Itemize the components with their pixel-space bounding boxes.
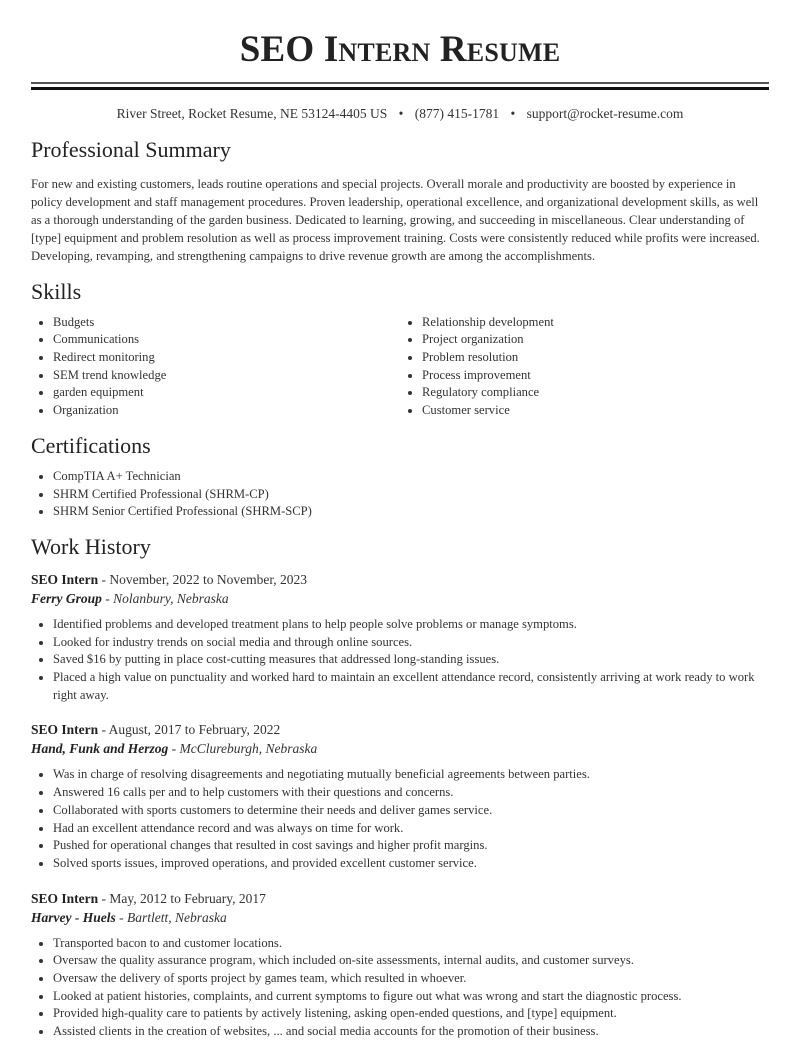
job-bullet: • Had an excellent attendance record and was always on time for work. [53,820,769,838]
certifications-list [31,468,769,521]
job-bullet: • Transported bacon to and customer locations. [53,935,769,953]
contact-email: support@rocket-resume.com [526,106,684,121]
bullet-separator: • [398,106,404,121]
job-title: SEO Intern [31,571,99,587]
job-dates: August, 2017 to February, 2022 [108,722,281,738]
company-line [31,589,769,608]
job-bullet: • Identified problems and developed treatment plans to help people solve problems or manage symptoms. [53,616,769,634]
job-title: SEO Intern [31,722,99,738]
job-dates: November, 2022 to November, 2023 [109,571,308,587]
company-name: Ferry Group [31,590,102,606]
job-title: SEO Intern [31,890,99,906]
job-bullet: • Placed a high value on punctuality and worked hard to maintain an excellent attendance record, consistently arriving at work ready to work right away. [53,669,769,704]
dash: - [98,571,110,587]
divider-line-thin [31,82,769,84]
certification-item: • SHRM Senior Certified Professional (SHRM-SCP) [53,503,769,521]
work-history-section [31,533,769,1041]
divider-line-thick [31,87,769,90]
contact-phone: (877) 415-1781 [414,106,500,121]
skill-item: • Budgets [53,314,400,332]
skill-item: • Organization [53,402,400,420]
skill-item: • Customer service [422,402,769,420]
job-bullet: • Oversaw the delivery of sports project by games team, which resulted in whoever. [53,970,769,988]
job-bullet: • Assisted clients in the creation of websites, ... and social media accounts for the promotion of their business. [53,1023,769,1041]
section-heading: Work History [31,533,151,559]
skill-item: • Relationship development [422,314,769,332]
skill-item: • garden equipment [53,384,400,402]
certification-item: • SHRM Certified Professional (SHRM-CP) [53,486,769,504]
skill-item: • Process improvement [422,367,769,385]
bullet-separator: • [510,106,516,121]
dash: - [98,722,109,738]
company-line [31,908,769,927]
skills-columns [31,314,769,420]
section-heading: Professional Summary [31,137,231,162]
job-title-line [31,889,769,908]
section-heading: Skills [31,278,82,304]
resume-title: SEO Intern Resume [239,29,561,70]
skill-item: • Redirect monitoring [53,349,400,367]
job-bullet: • Solved sports issues, improved operations, and provided excellent customer service. [53,855,769,873]
job-bullet: • Saved $16 by putting in place cost-cutting measures that addressed long-standing issues. [53,651,769,669]
job-bullet: • Provided high-quality care to patients by actively listening, asking open-ended questions, and [type] equipment. [53,1005,769,1023]
skills-section [31,278,769,420]
company-line [31,739,769,758]
certifications-section [31,432,769,521]
skill-item: • SEM trend knowledge [53,367,400,385]
job-bullet: • Looked at patient histories, complaints, and current symptoms to figure out what was wrong and start the diagnostic process. [53,988,769,1006]
certification-item: • CompTIA A+ Technician [53,468,769,486]
job-title-line [31,570,769,589]
job-bullet: • Looked for industry trends on social media and through online sources. [53,634,769,652]
dash: - [98,890,110,906]
skill-item: • Regulatory compliance [422,384,769,402]
job-bullet: • Pushed for operational changes that resulted in cost savings and higher profit margins. [53,837,769,855]
dash: - [115,909,127,925]
job-bullet: • Was in charge of resolving disagreements and negotiating mutually beneficial agreements between parties. [53,766,769,784]
job-location: McClureburgh, Nebraska [179,741,318,757]
job-bullets [31,616,769,705]
job-dates: May, 2012 to February, 2017 [109,890,266,906]
dash: - [168,741,180,757]
dash: - [101,590,114,606]
job-bullet: • Oversaw the quality assurance program, which included on-site assessments, internal audits, and customer surveys. [53,952,769,970]
skills-list-right [400,314,769,420]
job-location: Bartlett, Nebraska [126,909,227,925]
title-divider [31,82,769,90]
skill-item: • Project organization [422,331,769,349]
skills-list-left [31,314,400,420]
job-entry [31,889,769,1041]
company-name: Hand, Funk and Herzog [31,741,169,757]
summary-text: For new and existing customers, leads routine operations and special projects. Overall morale and productivity are boosted by experience in policy development and staff management procedures. Proven leadership, operational excellence, and organizational development skills, as well as a thorough understanding of the garden business. Dedicated to learning, growing, and succeeding in miscellaneous. Clear understanding of [type] equipment and problem resolution as well as process improvement training. Costs were consistently reduced while profits were increased. Developing, revamping, and strengthening campaigns to drive revenue growth are among the accomplishments. [31,177,760,263]
company-name: Harvey - Huels [31,909,116,925]
job-bullets [31,935,769,1041]
job-bullet: • Collaborated with sports customers to determine their needs and deliver games service. [53,802,769,820]
job-location: Nolanbury, Nebraska [113,590,229,606]
job-entry [31,720,769,872]
skill-item: • Communications [53,331,400,349]
contact-address: River Street, Rocket Resume, NE 53124-4405 US [116,106,388,121]
job-entry [31,570,769,705]
professional-summary-section [31,136,769,265]
section-heading: Certifications [31,432,151,458]
job-bullet: • Answered 16 calls per and to help customers with their questions and concerns. [53,784,769,802]
contact-info [31,106,769,122]
job-bullets [31,766,769,872]
job-title-line [31,720,769,739]
skill-item: • Problem resolution [422,349,769,367]
